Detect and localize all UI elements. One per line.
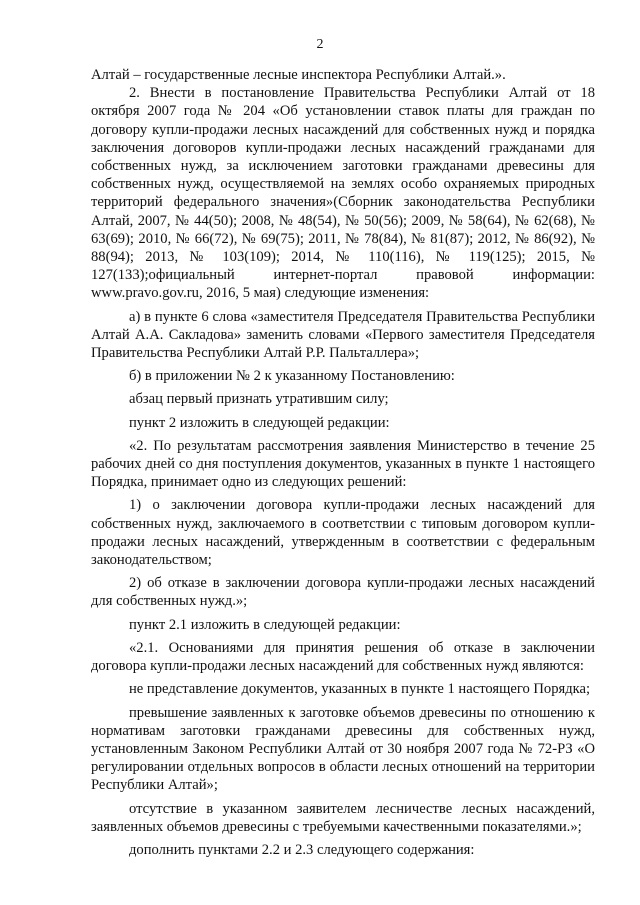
paragraph-subitem-a: а) в пункте 6 слова «заместителя Председателя Правительства Республики Алтай А.А. Сакладова» заменить словами «Первого заместителя Председателя Правительства Республики Алтай Р.Р. Пальталлера»; (91, 308, 595, 362)
paragraph-quote-2-1: «2.1. Основаниями для принятия решения об отказе в заключении договора купли-продажи лесных насаждений для собственных нужд являются: (91, 639, 595, 675)
paragraph-continuation: Алтай – государственные лесные инспектора Республики Алтай.». (91, 67, 506, 83)
paragraph-abzac: абзац первый признать утратившим силу; (129, 391, 389, 408)
paragraph-add-items: дополнить пунктами 2.2 и 2.3 следующего содержания: (129, 841, 475, 858)
paragraph-item-2: 2. Внести в постановление Правительства Республики Алтай от 18 октября 2007 года № 204 «Об установлении ставок платы для граждан по договору купли-продажи лесных насаждений для собственных нужд и порядка заключения договоров купли-продажи лесных насаждений гражданами для собственных нужд, за исключением заготовки гражданами древесины для собственных нужд, осуществляемой на землях особо охраняемых природных территорий федерального значения»(Сборник законодательства Республики Алтай, 2007, № 44(50); 2008, № 48(54), № 50(56); 2009, № 58(64), № 62(68), № 63(69); 2010, № 66(72), № 69(75); 2011, № 78(84), № 81(87); 2012, № 86(92), № 88(94); 2013, № 103(109); 2014, № 110(116), № 119(125); 2015, № 127(133);официальный интернет-портал правовой информации: www.pravo.gov.ru, 2016, 5 мая) следующие изменения: (91, 85, 595, 302)
paragraph-ground-1: не представление документов, указанных в пункте 1 настоящего Порядка; (129, 681, 591, 698)
document-body (91, 66, 595, 859)
paragraph-punkt-2: пункт 2 изложить в следующей редакции: (129, 414, 390, 431)
paragraph-ground-2: превышение заявленных к заготовке объемов древесины по отношению к нормативам заготовки гражданами древесины для собственных нужд, установленным Законом Республики Алтай от 30 ноября 2007 года № 72-РЗ «О регулировании отдельных вопросов в области лесных отношений на территории Республики Алтай»; (91, 704, 595, 794)
paragraph-decision-1: 1) о заключении договора купли-продажи лесных насаждений для собственных нужд, заключаемого в соответствии с типовым договором купли-продажи лесных насаждений, утвержденным в соответствии с федеральным законодательством; (91, 497, 595, 569)
paragraph-punkt-2-1: пункт 2.1 изложить в следующей редакции: (129, 616, 401, 633)
page-number: 2 (316, 37, 324, 52)
paragraph-decision-2: 2) об отказе в заключении договора купли-продажи лесных насаждений для собственных нужд.»; (91, 575, 595, 610)
paragraph-ground-3: отсутствие в указанном заявителем лесничестве лесных насаждений, заявленных объемов древесины с требуемыми качественными показателями.»; (91, 800, 595, 835)
paragraph-subitem-b: б) в приложении № 2 к указанному Постановлению: (129, 368, 455, 385)
paragraph-quote-2: «2. По результатам рассмотрения заявления Министерство в течение 25 рабочих дней со дня поступления документов, указанных в пункте 1 настоящего Порядка, принимает одно из следующих решений: (91, 437, 595, 491)
